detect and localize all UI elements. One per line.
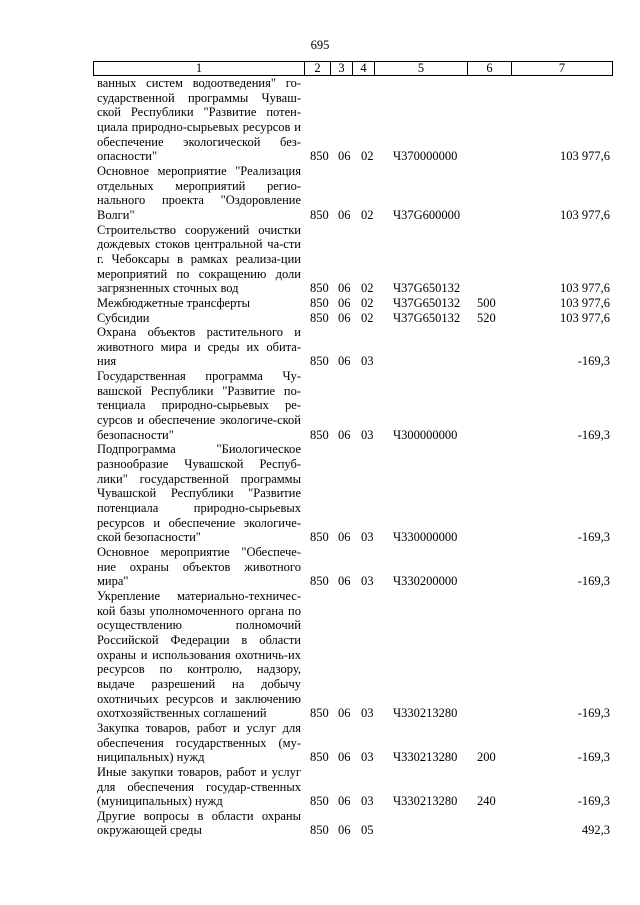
header-col-1: 1 [94, 62, 305, 75]
table-row [97, 296, 612, 311]
table-row [97, 311, 612, 326]
table-row [97, 223, 612, 296]
row-description: Укрепление материально-техничес-кой базы уполномоченного органа по осуществлению полномочий Российской Федерации в области охраны и использования охотничь-их ресурсов по контролю, надзору, выдаче разрешений на добычу охотничьих ресурсов и заключению охотхозяйственных соглашений [97, 588, 301, 721]
row-cell-c4: 02 [361, 281, 374, 296]
row-cell-c4: 03 [361, 574, 374, 589]
row-cell-c4: 02 [361, 149, 374, 164]
row-cell-c7: -169,3 [577, 750, 610, 765]
table-row [97, 164, 612, 223]
row-cell-c4: 03 [361, 530, 374, 545]
row-description: Строительство сооружений очистки дождевых стоков центральной ча-сти г. Чебоксары в рамках реализа-ции мероприятий по сокращению доли загрязненных сточных вод [97, 222, 301, 296]
row-cell-c7: 103 977,6 [560, 207, 610, 222]
row-cell-c5: Ч37G600000 [393, 207, 461, 222]
row-cell-c5: Ч37G650132 [393, 295, 461, 310]
row-cell-c3: 06 [338, 149, 351, 164]
table-row [97, 76, 612, 164]
row-cell-c3: 06 [338, 530, 351, 545]
row-cell-c7: -169,3 [577, 574, 610, 589]
header-col-3: 3 [331, 62, 353, 75]
row-description: Подпрограмма "Биологическое разнообразие Чувашской Респуб-лики" государственной программы Чувашской Республики "Развитие потенциала природно-сырьевых ресурсов и обеспечение экологиче-ской безопасности" [97, 442, 301, 545]
row-cell-c3: 06 [338, 281, 351, 296]
budget-table-body [97, 76, 612, 838]
table-header [93, 61, 613, 76]
row-description: Межбюджетные трансферты [97, 295, 251, 310]
row-cell-c3: 06 [338, 823, 351, 838]
row-cell-c6: 200 [477, 750, 496, 765]
row-cell-c7: -169,3 [577, 530, 610, 545]
row-cell-c2: 850 [310, 750, 329, 765]
row-cell-c7: 103 977,6 [560, 295, 610, 310]
row-cell-c4: 02 [361, 207, 374, 222]
row-cell-c4: 03 [361, 794, 374, 809]
header-col-4: 4 [353, 62, 375, 75]
row-description: ванных систем водоотведения" го-сударственной программы Чуваш-ской Республики "Развитие потен-циала природно-сырьевых ресурсов и обеспечение экологической без-опасности" [97, 76, 301, 164]
row-cell-c4: 02 [361, 310, 374, 325]
row-cell-c3: 06 [338, 310, 351, 325]
header-col-6: 6 [468, 62, 512, 75]
row-cell-c5: Ч37G650132 [393, 281, 461, 296]
table-row [97, 765, 612, 809]
row-cell-c4: 02 [361, 295, 374, 310]
table-row [97, 809, 612, 838]
row-cell-c2: 850 [310, 823, 329, 838]
row-cell-c5: Ч330213280 [393, 750, 458, 765]
row-cell-c2: 850 [310, 427, 329, 442]
table-row [97, 589, 612, 721]
row-cell-c7: 103 977,6 [560, 281, 610, 296]
row-cell-c5: Ч37G650132 [393, 310, 461, 325]
row-cell-c2: 850 [310, 149, 329, 164]
row-cell-c2: 850 [310, 354, 329, 369]
row-description: Закупка товаров, работ и услуг для обеспечения государственных (му-ниципальных) нужд [97, 720, 301, 765]
row-cell-c5: Ч300000000 [393, 427, 458, 442]
row-description: Другие вопросы в области охраны окружающей среды [97, 808, 301, 838]
row-cell-c3: 06 [338, 295, 351, 310]
row-cell-c3: 06 [338, 427, 351, 442]
header-col-7: 7 [558, 61, 566, 75]
row-cell-c3: 06 [338, 574, 351, 589]
row-cell-c3: 06 [338, 354, 351, 369]
row-description: Основное мероприятие "Обеспече-ние охраны объектов животного мира" [97, 545, 301, 589]
row-cell-c7: -169,3 [577, 427, 610, 442]
row-cell-c3: 06 [338, 706, 351, 721]
row-cell-c2: 850 [310, 310, 329, 325]
row-cell-c7: -169,3 [577, 706, 610, 721]
page-number: 695 [310, 38, 330, 52]
row-cell-c2: 850 [310, 295, 329, 310]
row-cell-c7: 103 977,6 [560, 149, 610, 164]
table-row [97, 545, 612, 589]
row-cell-c4: 03 [361, 354, 374, 369]
row-cell-c4: 03 [361, 427, 374, 442]
row-cell-c7: 103 977,6 [560, 310, 610, 325]
row-cell-c3: 06 [338, 794, 351, 809]
header-col-2: 2 [305, 62, 331, 75]
row-cell-c2: 850 [310, 207, 329, 222]
table-row [97, 442, 612, 545]
row-cell-c5: Ч330200000 [393, 574, 458, 589]
row-description: Субсидии [97, 310, 150, 325]
row-cell-c3: 06 [338, 750, 351, 765]
row-cell-c5: Ч330000000 [393, 530, 458, 545]
row-cell-c5: Ч370000000 [393, 149, 458, 164]
row-description: Охрана объектов растительного и животного мира и среды их обита-ния [97, 325, 301, 369]
row-cell-c5: Ч330213280 [393, 706, 458, 721]
row-cell-c6: 500 [477, 295, 496, 310]
row-cell-c7: -169,3 [577, 794, 610, 809]
row-cell-c2: 850 [310, 530, 329, 545]
row-cell-c5: Ч330213280 [393, 794, 458, 809]
row-description: Государственная программа Чу-вашской Республики "Развитие по-тенциала природно-сырьевых ре-сурсов и обеспечение экологиче-ской безопасности" [97, 369, 301, 442]
table-row [97, 325, 612, 369]
row-cell-c6: 240 [477, 794, 496, 809]
row-cell-c4: 05 [361, 823, 374, 838]
row-cell-c2: 850 [310, 574, 329, 589]
row-description: Иные закупки товаров, работ и услуг для обеспечения государ-ственных (муниципальных) нужд [97, 764, 301, 809]
row-cell-c7: 492,3 [581, 823, 610, 838]
row-cell-c2: 850 [310, 706, 329, 721]
row-cell-c3: 06 [338, 207, 351, 222]
row-cell-c2: 850 [310, 281, 329, 296]
row-cell-c4: 03 [361, 706, 374, 721]
row-cell-c6: 520 [477, 310, 496, 325]
table-row [97, 369, 612, 442]
row-cell-c2: 850 [310, 794, 329, 809]
row-cell-c7: -169,3 [577, 354, 610, 369]
row-description: Основное мероприятие "Реализация отдельных мероприятий регио-нального проекта "Оздоровление Волги" [97, 163, 301, 222]
table-row [97, 721, 612, 765]
row-cell-c4: 03 [361, 750, 374, 765]
header-col-5: 5 [375, 62, 468, 75]
